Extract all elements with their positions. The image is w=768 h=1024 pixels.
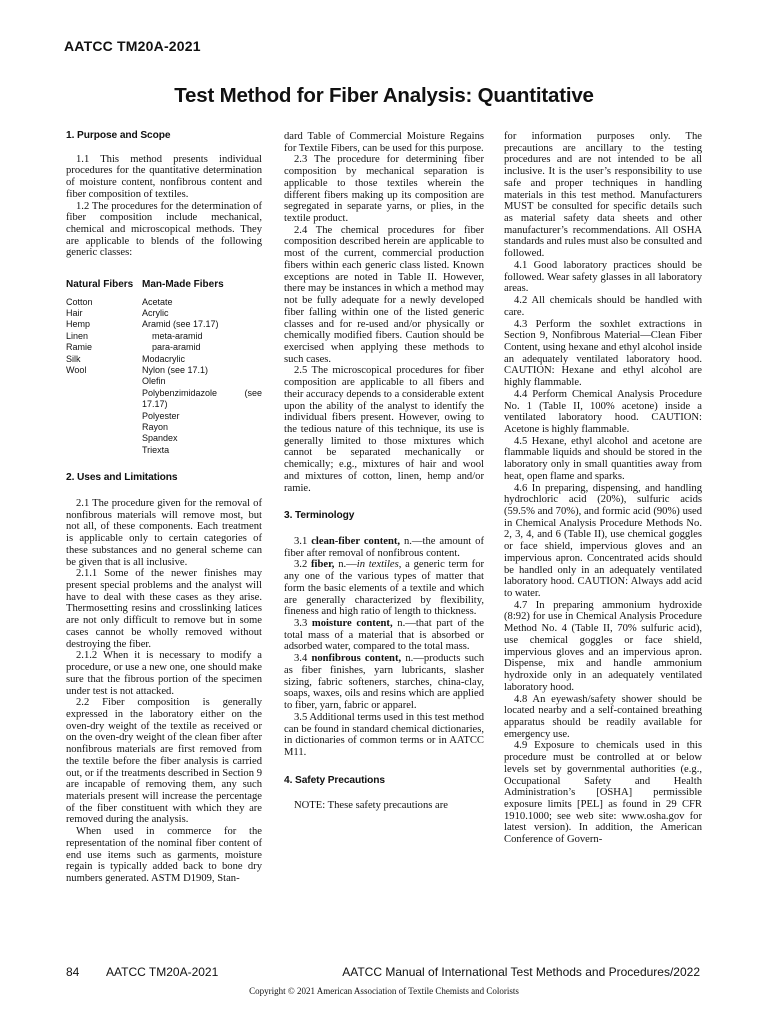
fiber-classes-table <box>66 279 262 456</box>
paragraph: 2.5 The microscopical procedures for fiber composition are applicable to all fibers and their accuracy depends to a considerable extent upon the ability of the analyst to identify the individual fibers present. However, owing to the tedious nature of this technique, its use is generally limited to those mixtures which cannot be separated mechanically or chemically; e.g., mixtures of hair and wool and mixtures of cotton, linen, hemp and/or ramie. <box>284 365 485 494</box>
definition <box>284 653 484 712</box>
table-cell: Nylon (see 17.1) <box>142 365 209 376</box>
section-heading: 2. Uses and Limitations <box>66 472 178 484</box>
table-cell: Modacrylic <box>142 353 186 364</box>
table-header-natural: Natural Fibers <box>66 279 134 291</box>
column-1 <box>66 130 262 885</box>
page-number: 84 <box>66 965 80 979</box>
table-cell: Aramid (see 17.17) <box>142 319 219 330</box>
def-number: 3.3 <box>294 618 312 630</box>
paragraph: NOTE: These safety precautions are <box>294 800 448 812</box>
definition <box>284 618 484 653</box>
paragraph: 4.5 Hexane, ethyl alcohol and acetone are flammable liquids and should be stored in the laboratory only in small quantities away from heat, open flame and sparks. <box>504 435 702 482</box>
paragraph: 4.6 In preparing, dispensing, and handling hydrochloric acid (20%), sulfuric acids (59.5% and 70%), and formic acid (90%) used in Chemical Analysis Procedure Methods No. 2, 3, 4, and 6 (Table II), use chemical goggles or face shield, impervious gloves and an impervious apron. Concentrated acids should be handled only in an adequately ventilated laboratory hood. CAUTION: Always add acid to water. <box>504 482 702 600</box>
column-3 <box>504 131 702 846</box>
def-text: , a generic term for any one of the various types of matter that form the basic elements of a textile and which are generally characterized by flexibility, fineness and high ratio of length to thickness. <box>284 559 485 618</box>
definition <box>284 536 484 559</box>
table-cell: Rayon <box>142 422 169 433</box>
table-cell: Ramie <box>66 342 93 353</box>
table-cell: Linen <box>66 330 89 341</box>
paragraph: 2.1.1 Some of the newer finishes may present special problems and the analyst will have to deal with these cases as they arise. Thermosetting resins and crosslinking latices are not only difficult to remove but in some cases cannot be wholly removed without destroying the fiber. <box>66 568 262 650</box>
paragraph: 4.3 Perform the soxhlet extractions in Section 9, Nonfibrous Material—Clean Fiber Content, using hexane and ethyl alcohol inside an adequately ventilated laboratory hood. CAUTION: Hexane and ethyl alcohol are highly flammable. <box>504 318 703 389</box>
paragraph: for information purposes only. The precautions are ancillary to the testing procedures and are not intended to be all inclusive. It is the user’s responsibility to use safe and proper techniques in handling materials in this test method. Manufacturers MUST be consulted for specific details such as material safety data sheets and other manufacturer’s recommendations. All OSHA standards and rules must also be consulted and followed. <box>504 131 703 260</box>
table-cell: para-aramid <box>152 342 201 353</box>
table-cell: Wool <box>66 365 87 376</box>
paragraph: 2.4 The chemical procedures for fiber composition described herein are applicable to most of the current, commercial production fibers within each generic class listed. Known exceptions are noted in Table II. However, there may be instances in which a method may not be fully adequate for a newly developed fiber falling within one of the listed generic classes and for re-used and/or physically or chemically modified fibers. Caution should be exercised when applying these methods to such cases. <box>284 224 484 365</box>
paragraph: 2.3 The procedure for determining fiber composition by mechanical separation is applicable to those textiles wherein the different fibers making up its composition are segregated in separate yarns, or plies, in the textile product. <box>284 154 484 225</box>
paragraph: 2.2 Fiber composition is generally expressed in the laboratory either on the oven-dry weight of the textile as received or on the oven-dry weight of the clean fiber after nonfibrous materials are first removed from the textile before the fiber analysis is carried out, or if the treatments described in Section 9 are incapable of removing them, any such materials present will increase the percentage of the fiber constituent with which they are removed during the analysis. <box>66 697 262 826</box>
paragraph: 4.2 All chemicals should be handled with care. <box>504 295 702 318</box>
section-heading: 3. Terminology <box>284 510 355 522</box>
paragraph: 4.8 An eyewash/safety shower should be located nearby and a self-contained breathing apparatus should be readily available for emergency use. <box>504 693 702 740</box>
table-header-manmade: Man-Made Fibers <box>142 279 224 291</box>
section-heading: 1. Purpose and Scope <box>66 130 171 141</box>
table-cell: Hair <box>66 308 83 318</box>
paragraph: When used in commerce for the representation of the nominal fiber content of end use items such as garments, moisture regain is typically added back to bone dry numbers generated. ASTM D1909, Stan- <box>66 826 262 884</box>
paragraph: 2.1.2 When it is necessary to modify a procedure, or use a new one, one should make sure that the fibrous portion of the specimen under test is not attacked. <box>66 650 262 697</box>
def-text: n.—the amount of fiber after removal of nonfibrous content. <box>284 536 484 559</box>
footer-doc-id: AATCC TM20A-2021 <box>106 965 219 979</box>
def-italic: in textiles <box>356 559 399 571</box>
paragraph: 3.5 Additional terms used in this test method can be found in standard chemical dictionaries, in dictionaries of common terms or in AATCC M11. <box>284 711 484 758</box>
section-heading: 4. Safety Precautions <box>284 774 385 786</box>
table-cell: Polybenzimidazole (see 17.17) <box>142 387 262 410</box>
paragraph: dard Table of Commercial Moisture Regains for Textile Fibers, can be used for this purpose. <box>284 131 484 154</box>
table-cell: Cotton <box>66 296 93 307</box>
footer-manual-title: AATCC Manual of International Test Methods and Procedures/2022 <box>342 965 700 979</box>
def-number: 3.4 <box>294 653 312 665</box>
term: moisture content, <box>311 618 393 630</box>
paragraph: 1.1 This method presents individual procedures for the quantitative determination of moisture content, nonfibrous content and fiber composition of textiles. <box>66 153 262 200</box>
paragraph: 4.1 Good laboratory practices should be followed. Wear safety glasses in all laboratory areas. <box>504 259 702 295</box>
paragraph: 4.4 Perform Chemical Analysis Procedure No. 1 (Table II, 100% acetone) inside a ventilated laboratory hood. CAUTION: Acetone is highly flammable. <box>504 388 702 435</box>
table-cell: meta-aramid <box>152 330 203 341</box>
def-text: n.— <box>334 559 357 571</box>
copyright-notice: Copyright © 2021 American Association of Textile Chemists and Colorists <box>249 986 519 996</box>
column-2 <box>284 131 484 812</box>
term: clean-fiber content, <box>311 536 401 547</box>
table-cell: Spandex <box>142 433 178 444</box>
table-cell: Acetate <box>142 296 173 307</box>
table-cell: Silk <box>66 353 81 364</box>
def-text: n.—that part of the total mass of a material that is absorbed or adsorbed water, compared to the total mass. <box>284 618 484 653</box>
table-cell: Olefin <box>142 376 166 387</box>
paragraph: 4.7 In preparing ammonium hydroxide (8:92) for use in Chemical Analysis Procedure Method No. 4 (Table II, 70% sulfuric acid), use chemical goggles or face shield, impervious gloves and an impervious apron. Dispense, mix and handle ammonium hydroxide only in an adequately ventilated laboratory hood. <box>504 599 702 693</box>
paragraph: 1.2 The procedures for the determination of fiber composition include mechanical, chemical and microscopical methods. They are applicable to blends of the following generic classes: <box>66 200 262 259</box>
definition <box>284 559 484 618</box>
page-title: Test Method for Fiber Analysis: Quantitative <box>174 84 594 107</box>
def-text: n.—products such as fiber finishes, yarn lubricants, slasher sizing, fabric softeners, starches, china-clay, soaps, waxes, oils and resins which are applied to fiber, yarn, fabric or apparel. <box>284 653 484 712</box>
running-header: AATCC TM20A-2021 <box>64 38 201 54</box>
table-cell: Hemp <box>66 319 91 330</box>
term: nonfibrous content, <box>311 653 402 665</box>
paragraph: 4.9 Exposure to chemicals used in this procedure must be controlled at or below levels set by governmental authorities (e.g., Occupational Safety and Health Administration’s [OSHA] permissible exposure limits [PEL] as found in 29 CFR 1910.1000; see web site: www.osha.gov for latest version). In addition, the American Conference of Govern- <box>504 740 702 846</box>
table-cell: Triexta <box>142 444 170 455</box>
table-cell: Polyester <box>142 410 180 421</box>
def-number: 3.2 <box>294 559 311 571</box>
table-cell: Acrylic <box>142 308 169 318</box>
paragraph: 2.1 The procedure given for the removal of nonfibrous materials will remove most, but not all, of these components. Each treatment is applicable only to certain categories of these substances and no general scheme can be given that is all inclusive. <box>66 498 262 568</box>
term: fiber, <box>311 559 335 571</box>
def-number: 3.1 <box>294 536 312 547</box>
